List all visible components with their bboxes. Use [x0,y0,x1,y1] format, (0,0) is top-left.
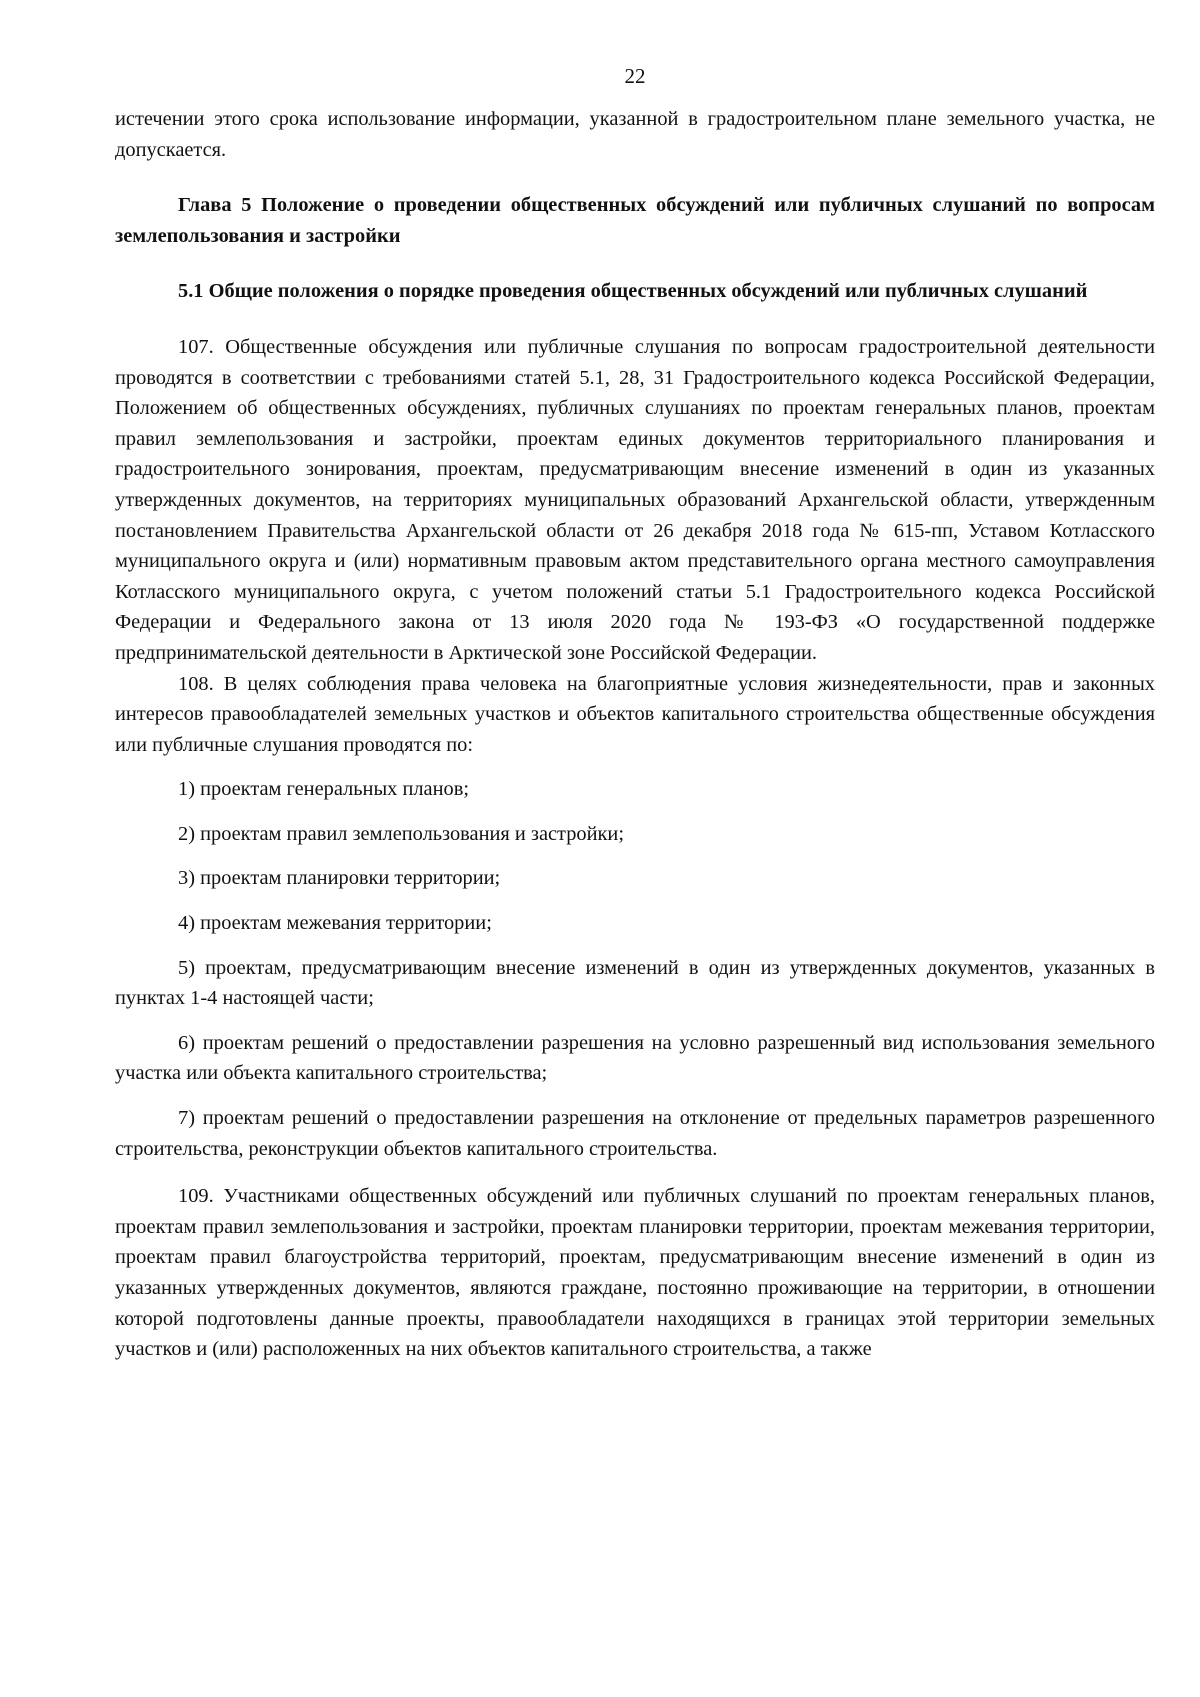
intro-text: истечении этого срока использование информации, указанной в градостроительном плане земельного участка, не допускается. [115,108,1155,161]
list-item: 5) проектам, предусматривающим внесение изменений в один из утвержденных документов, указанных в пунктах 1-4 настоящей части; [115,956,1155,1010]
paragraph-107: 107. Общественные обсуждения или публичные слушания по вопросам градостроительной деятельности проводятся в соответствии с требованиями статей 5.1, 28, 31 Градостроительного кодекса Российской Федерации, Положением об общественных обсуждениях, публичных слушаниях по проектам генеральных планов, проектам правил землепользования и застройки, проектам единых документов территориального планирования и градостроительного зонирования, проектам, предусматривающим внесение изменений в один из указанных утвержденных документов, на территориях муниципальных образований Архангельской области, утвержденным постановлением Правительства Архангельской области от 26 декабря 2018 года № 615-пп, Уставом Котласского муниципального округа и (или) нормативным правовым актом представительного органа местного самоуправления Котласского муниципального округа, с учетом положений статьи 5.1 Градостроительного кодекса Российской Федерации и Федерального закона от 13 июля 2020 года № 193-ФЗ «О государственной поддержке предпринимательской деятельности в Арктической зоне Российской Федерации. [115,335,1155,664]
list-item: 2) проектам правил землепользования и застройки; [178,822,625,845]
page-number: 22 [624,64,646,88]
list-item: 4) проектам межевания территории; [178,912,492,935]
list-item: 3) проектам планировки территории; [178,867,501,890]
section-heading: 5.1 Общие положения о порядке проведения общественных обсуждений или публичных слушаний [178,280,1088,303]
list-item: 7) проектам решений о предоставлении разрешения на отклонение от предельных параметров разрешенного строительства, реконструкции объектов капитального строительства. [115,1107,1155,1160]
chapter-heading: Глава 5 Положение о проведении общественных обсуждений или публичных слушаний по вопросам землепользования и застройки [115,194,1155,247]
paragraph-109: 109. Участниками общественных обсуждений или публичных слушаний по проектам генеральных планов, проектам правил землепользования и застройки, проектам планировки территории, проектам межевания территории, проектам правил благоустройства территорий, проектам, предусматривающим внесение изменений в один из указанных утвержденных документов, являются граждане, постоянно проживающие на территории, в отношении которой подготовлены данные проекты, правообладатели находящихся в границах этой территории земельных участков и (или) расположенных на них объектов капитального строительства, а также [115,1185,1155,1361]
list-item: 1) проектам генеральных планов; [178,778,469,801]
list-item: 6) проектам решений о предоставлении разрешения на условно разрешенный вид использования земельного участка или объекта капитального строительства; [115,1031,1155,1085]
document-page [115,62,1155,1365]
paragraph-108: 108. В целях соблюдения права человека на благоприятные условия жизнедеятельности, прав и законных интересов правообладателей земельных участков и объектов капитального строительства общественные обсуждения или публичные слушания проводятся по: [115,672,1155,756]
